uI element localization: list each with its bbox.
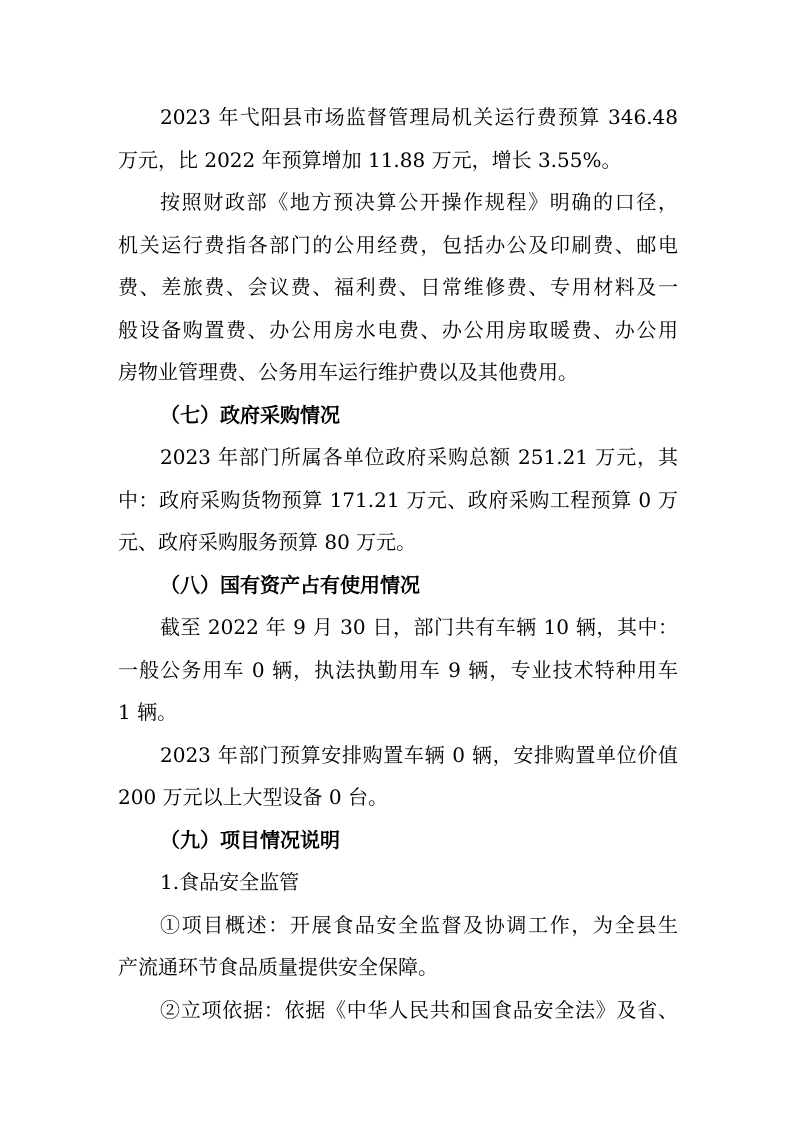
paragraph-line: 一般公务用车 0 辆，执法执勤用车 9 辆，专业技术特种用车 — [118, 658, 678, 682]
paragraph-line: 2023 年弋阳县市场监督管理局机关运行费预算 346.48 — [160, 105, 678, 129]
paragraph-line: ②立项依据：依据《中华人民共和国食品安全法》及省、 — [160, 998, 678, 1022]
paragraph-line: 般设备购置费、办公用房水电费、办公用房取暖费、办公用 — [118, 318, 678, 342]
paragraph-line: 按照财政部《地方预决算公开操作规程》明确的口径， — [160, 190, 678, 214]
section-heading: （八）国有资产占有使用情况 — [160, 573, 420, 597]
section-heading: （七）政府采购情况 — [160, 403, 340, 427]
paragraph-line: 机关运行费指各部门的公用经费，包括办公及印刷费、邮电 — [118, 233, 678, 257]
paragraph-line: 中：政府采购货物预算 171.21 万元、政府采购工程预算 0 万 — [118, 488, 678, 512]
paragraph-line: 2023 年部门所属各单位政府采购总额 251.21 万元，其 — [160, 445, 678, 469]
paragraph-line: 截至 2022 年 9 月 30 日，部门共有车辆 10 辆，其中： — [160, 615, 678, 639]
paragraph-line: 1 辆。 — [118, 700, 178, 724]
paragraph-line: 产流通环节食品质量提供安全保障。 — [118, 955, 438, 979]
subsection-title: 1.食品安全监管 — [160, 870, 300, 894]
paragraph-line: ①项目概述：开展食品安全监督及协调工作，为全县生 — [160, 913, 678, 937]
paragraph-line: 元、政府采购服务预算 80 万元。 — [118, 530, 417, 554]
paragraph-line: 费、差旅费、会议费、福利费、日常维修费、专用材料及一 — [118, 275, 678, 299]
paragraph-line: 2023 年部门预算安排购置车辆 0 辆，安排购置单位价值 — [160, 743, 678, 767]
paragraph-line: 房物业管理费、公务用车运行维护费以及其他费用。 — [118, 360, 578, 384]
paragraph-line: 万元，比 2022 年预算增加 11.88 万元，增长 3.55%。 — [118, 148, 622, 172]
paragraph-line: 200 万元以上大型设备 0 台。 — [118, 785, 388, 809]
section-heading: （九）项目情况说明 — [160, 828, 340, 852]
